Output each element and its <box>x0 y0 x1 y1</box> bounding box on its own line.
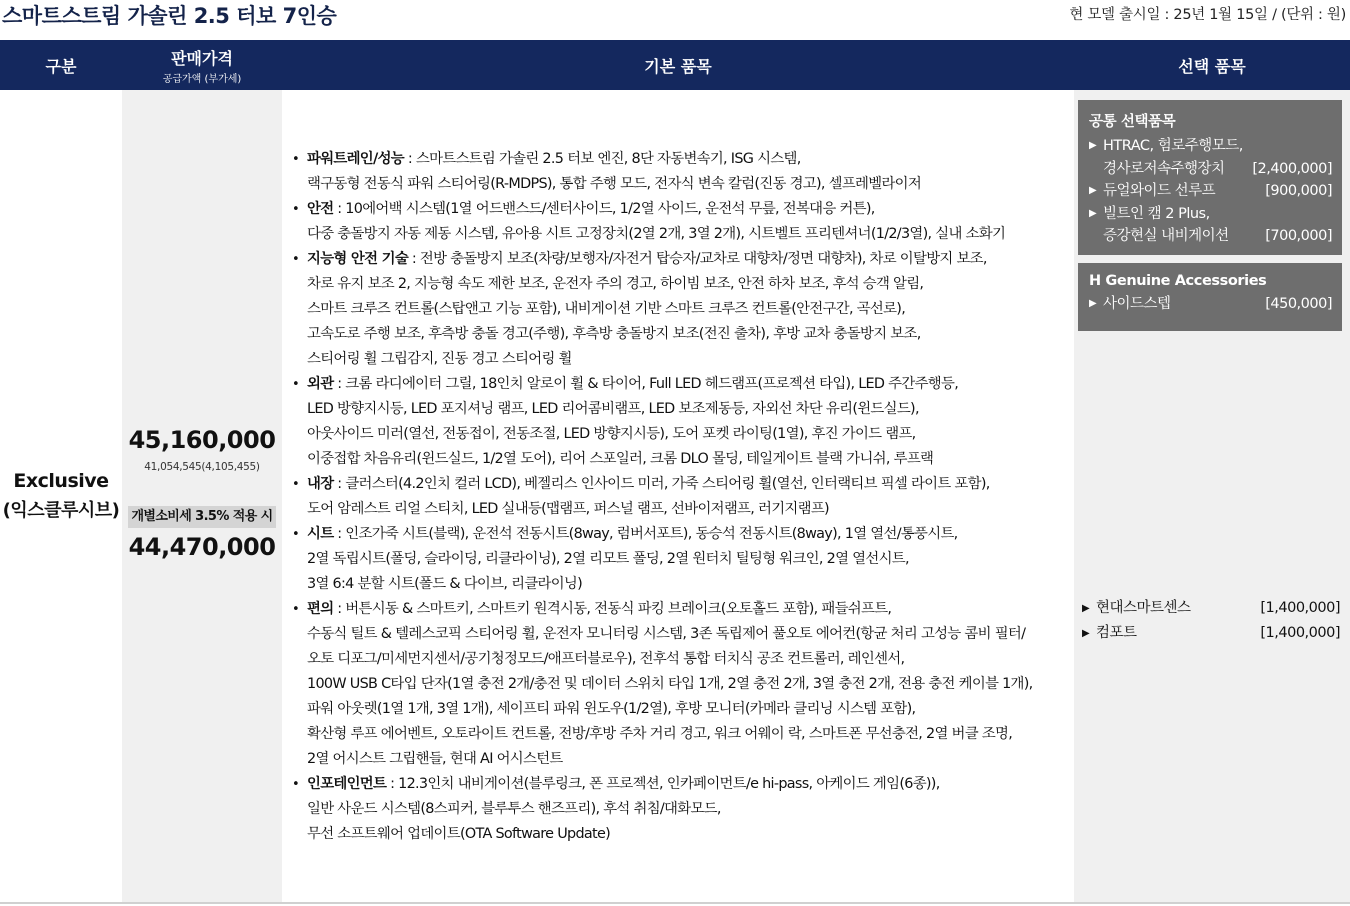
table-bottom-border <box>0 902 1350 904</box>
basic-item-line: 차로 유지 보조 2, 지능형 속도 제한 보조, 운전자 주의 경고, 하이빔 보조, 안전 하차 보조, 후석 승객 알림, <box>307 276 924 292</box>
basic-item-category: 파워트레인/성능 <box>307 151 404 167</box>
basic-item-line: 아웃사이드 미러(열선, 전동접이, 전동조절, LED 방향지시등), 도어 포켓 라이팅(1열), 후진 가이드 램프, <box>307 426 916 442</box>
trim-option-label: 컴포트 <box>1096 625 1137 641</box>
basic-item <box>292 772 1072 847</box>
common-option-item-label: 증강현실 내비게이션 <box>1103 228 1229 244</box>
accessory-item <box>1089 293 1332 316</box>
basic-item-first-line <box>307 522 1072 547</box>
header-option: 선택 품목 <box>1178 56 1246 76</box>
triangle-right-icon: ▶ <box>1089 185 1097 196</box>
common-option-item-label: HTRAC, 험로주행모드, <box>1103 138 1243 154</box>
basic-items-list <box>292 147 1072 847</box>
basic-item-line: 수동식 틸트 & 텔레스코픽 스티어링 휠, 운전자 모니터링 시스템, 3존 독립제어 풀오토 에어컨(항균 처리 고성능 콤비 필터/ <box>307 626 1026 642</box>
accessory-item-label: 사이드스텝 <box>1103 296 1171 312</box>
tax-applied-price: 44,470,000 <box>128 533 276 561</box>
common-option-item <box>1089 180 1332 203</box>
basic-item <box>292 472 1072 522</box>
basic-item-text: : 12.3인치 내비게이션(블루링크, 폰 프로젝션, 인카페이먼트/e hi-pass, 아케이드 게임(6종)), <box>386 776 940 792</box>
header-price-label: 판매가격 <box>171 48 233 68</box>
basic-item <box>292 522 1072 597</box>
basic-item-category: 시트 <box>307 526 334 542</box>
basic-item-line: 일반 사운드 시스템(8스피커, 블루투스 핸즈프리), 후석 취침/대화모드, <box>307 801 721 817</box>
sale-price: 45,160,000 <box>128 426 276 454</box>
basic-item-line: 무선 소프트웨어 업데이트(OTA Software Update) <box>307 826 611 842</box>
supply-price: 41,054,545(4,105,455) <box>144 461 260 473</box>
trim-option-label: 현대스마트센스 <box>1096 600 1191 616</box>
basic-item-first-line <box>307 197 1072 222</box>
accessories-box <box>1078 263 1342 331</box>
basic-item-first-line <box>307 147 1072 172</box>
table-header <box>0 40 1350 90</box>
basic-item-category: 안전 <box>307 201 334 217</box>
basic-item-line: 3열 6:4 분할 시트(폴드 & 다이브, 리클라이닝) <box>307 576 583 592</box>
tax-badge: 개별소비세 3.5% 적용 시 <box>128 506 276 528</box>
trim-option-price: [1,400,000] <box>1260 625 1340 641</box>
basic-item-line: 이중접합 차음유리(윈드실드, 1/2열 도어), 리어 스포일러, 크롬 DLO 몰딩, 테일게이트 블랙 가니쉬, 루프랙 <box>307 451 934 467</box>
basic-item <box>292 597 1072 772</box>
trim-row <box>0 90 1350 902</box>
basic-item-line: 100W USB C타입 단자(1열 충전 2개/충전 및 데이터 스위치 타입 1개, 2열 충전 2개, 3열 충전 2개, 전용 충전 케이블 1개), <box>307 676 1033 692</box>
common-option-item-label: 듀얼와이드 선루프 <box>1103 183 1216 199</box>
price-cell <box>122 90 282 902</box>
release-info: 현 모델 출시일 : 25년 1월 15일 / (단위 : 원) <box>1069 7 1346 23</box>
trim-name-cell <box>0 90 122 902</box>
triangle-right-icon: ▶ <box>1082 603 1090 614</box>
header-price <box>122 40 282 90</box>
header-price-sub: 공급가액 (부가세) <box>162 73 242 85</box>
basic-item-line: 2열 독립시트(폴딩, 슬라이딩, 리클라이닝), 2열 리모트 폴딩, 2열 원터치 틸팅형 워크인, 2열 열선시트, <box>307 551 909 567</box>
triangle-right-icon: ▶ <box>1082 628 1090 639</box>
basic-item <box>292 147 1072 197</box>
common-option-item-price: [2,400,000] <box>1252 160 1332 177</box>
common-option-item-label: 경사로저속주행장치 <box>1103 160 1225 177</box>
option-cell <box>1074 90 1350 902</box>
common-option-item-price: [700,000] <box>1265 228 1332 244</box>
trim-options-list <box>1082 596 1340 646</box>
trim-option-price: [1,400,000] <box>1260 600 1340 616</box>
basic-item-line: 확산형 루프 에어벤트, 오토라이트 컨트롤, 전방/후방 주차 거리 경고, 워크 어웨이 락, 스마트폰 무선충전, 2열 버클 조명, <box>307 726 1013 742</box>
basic-item-first-line <box>307 247 1072 272</box>
basic-item <box>292 247 1072 372</box>
basic-item-text: : 전방 충돌방지 보조(차량/보행자/자전거 탑승자/교차로 대향차/정면 대향차), 차로 이탈방지 보조, <box>408 251 987 267</box>
triangle-right-icon: ▶ <box>1089 207 1097 219</box>
basic-item-line: 스티어링 휠 그립감지, 진동 경고 스티어링 휠 <box>307 351 572 367</box>
header-category: 구분 <box>45 56 77 76</box>
basic-item-first-line <box>307 772 1072 797</box>
basic-item-first-line <box>307 372 1072 397</box>
basic-item <box>292 197 1072 247</box>
basic-item-line: LED 방향지시등, LED 포지셔닝 램프, LED 리어콤비램프, LED 보조제동등, 자외선 차단 유리(윈드실드), <box>307 401 919 417</box>
common-option-item-price: [900,000] <box>1265 183 1332 199</box>
triangle-right-icon: ▶ <box>1089 140 1097 151</box>
basic-item-line: 파워 아웃렛(1열 1개, 3열 1개), 세이프티 파워 윈도우(1/2열), 후방 모니터(카메라 클리닝 시스템 포함), <box>307 701 916 717</box>
accessory-item-price: [450,000] <box>1265 296 1332 312</box>
trim-option-item <box>1082 621 1340 646</box>
basic-item-category: 내장 <box>307 476 334 492</box>
basic-item-category: 지능형 안전 기술 <box>307 251 409 267</box>
basic-item-text: : 버튼시동 & 스마트키, 스마트키 원격시동, 전동식 파킹 브레이크(오토홀드 포함), 패들쉬프트, <box>333 601 892 617</box>
basic-item-text: : 클러스터(4.2인치 컬러 LCD), 베젤리스 인사이드 미러, 가죽 스티어링 휠(열선, 인터랙티브 픽셀 라이트 포함), <box>333 476 990 492</box>
triangle-right-icon: ▶ <box>1089 298 1097 309</box>
common-options-title: 공통 선택품목 <box>1089 114 1176 130</box>
common-option-item-label: 빌트인 캠 2 Plus, <box>1103 205 1210 222</box>
common-options-box <box>1078 100 1342 255</box>
basic-item-first-line <box>307 472 1072 497</box>
basic-item-line: 도어 암레스트 리얼 스티치, LED 실내등(맵램프, 퍼스널 램프, 선바이저램프, 러기지램프) <box>307 501 829 517</box>
page-title: 스마트스트림 가솔린 2.5 터보 7인승 <box>2 4 337 28</box>
accessories-title: H Genuine Accessories <box>1089 273 1267 289</box>
basic-item-line: 다중 충돌방지 자동 제동 시스템, 유아용 시트 고정장치(2열 2개, 3열 2개), 시트벨트 프리텐셔너(1/2/3열), 실내 소화기 <box>307 226 1006 242</box>
basic-item-text: : 스마트스트림 가솔린 2.5 터보 엔진, 8단 자동변속기, ISG 시스템, <box>403 151 801 167</box>
basic-item-line: 오토 디포그/미세먼지센서/공기청정모드/애프터블로우), 전후석 통합 터치식 공조 컨트롤러, 레인센서, <box>307 651 905 667</box>
trim-option-item <box>1082 596 1340 621</box>
basic-items-cell <box>282 90 1074 902</box>
basic-item-text: : 크롬 라디에이터 그릴, 18인치 알로이 휠 & 타이어, Full LED 헤드램프(프로젝션 타입), LED 주간주행등, <box>333 376 959 392</box>
common-option-item <box>1089 135 1332 180</box>
common-option-item <box>1089 203 1332 248</box>
basic-item-first-line <box>307 597 1072 622</box>
basic-item-category: 외관 <box>307 376 334 392</box>
header-basic: 기본 품목 <box>644 56 712 76</box>
basic-item-category: 인포테인먼트 <box>307 776 387 792</box>
basic-item-text: : 인조가죽 시트(블랙), 운전석 전동시트(8way, 럼버서포트), 동승석 전동시트(8way), 1열 열선/통풍시트, <box>333 526 958 542</box>
basic-item-line: 2열 어시스트 그립핸들, 현대 AI 어시스턴트 <box>307 751 563 767</box>
trim-name: Exclusive <box>13 470 109 492</box>
basic-item-text: : 10에어백 시스템(1열 어드밴스드/센터사이드, 1/2열 사이드, 운전석 무릎, 전복대응 커튼), <box>333 201 875 217</box>
basic-item-line: 랙구동형 전동식 파워 스티어링(R-MDPS), 통합 주행 모드, 전자식 변속 칼럼(진동 경고), 셀프레벨라이저 <box>307 176 922 192</box>
basic-item <box>292 372 1072 472</box>
trim-name-ko: (익스클루시브) <box>2 500 120 521</box>
basic-item-category: 편의 <box>307 601 334 617</box>
basic-item-line: 고속도로 주행 보조, 후측방 충돌 경고(주행), 후측방 충돌방지 보조(전진 출차), 후방 교차 충돌방지 보조, <box>307 326 921 342</box>
basic-item-line: 스마트 크루즈 컨트롤(스탑앤고 기능 포함), 내비게이션 기반 스마트 크루즈 컨트롤(안전구간, 곡선로), <box>307 301 906 317</box>
